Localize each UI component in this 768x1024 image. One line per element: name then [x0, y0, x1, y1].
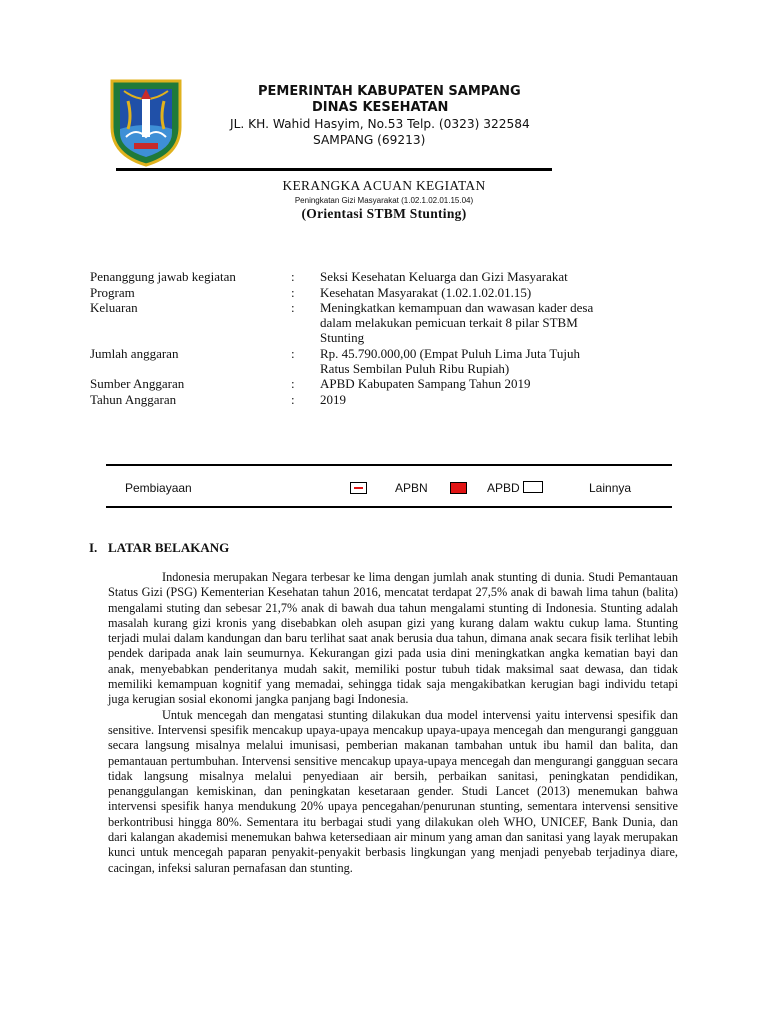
- info-value: Kesehatan Masyarakat (1.02.1.02.01.15): [320, 285, 532, 300]
- info-value: Seksi Kesehatan Keluarga dan Gizi Masyarakat: [320, 269, 568, 284]
- apbn-checkbox[interactable]: [350, 482, 367, 494]
- funding-label: Pembiayaan: [125, 481, 192, 495]
- info-colon: :: [291, 376, 295, 391]
- letterhead-department: DINAS KESEHATAN: [312, 100, 449, 115]
- letterhead-address: JL. KH. Wahid Hasyim, No.53 Telp. (0323) 322584: [230, 117, 530, 131]
- section-number: I.: [89, 540, 98, 555]
- info-colon: :: [291, 346, 295, 361]
- info-value: Rp. 45.790.000,00 (Empat Puluh Lima Juta Tujuh: [320, 346, 581, 361]
- regency-logo: [106, 77, 186, 167]
- activity-name: (Orientasi STBM Stunting): [301, 206, 467, 221]
- info-colon: :: [291, 392, 295, 407]
- funding-bottom-rule: [106, 506, 672, 508]
- info-label: Jumlah anggaran: [90, 346, 179, 361]
- section-heading: LATAR BELAKANG: [108, 540, 230, 555]
- info-value: Ratus Sembilan Puluh Ribu Rupiah): [320, 361, 510, 376]
- info-value: dalam melakukan pemicuan terkait 8 pilar STBM: [320, 315, 578, 330]
- funding-top-rule: [106, 464, 672, 466]
- lainnya-checkbox[interactable]: [523, 481, 543, 493]
- lainnya-label: Lainnya: [589, 481, 632, 495]
- letterhead-divider: [116, 168, 552, 171]
- letterhead-city: SAMPANG (69213): [313, 133, 426, 147]
- info-label: Penanggung jawab kegiatan: [90, 269, 236, 284]
- section-body: [108, 570, 678, 876]
- paragraph: Indonesia merupakan Negara terbesar ke lima dengan jumlah anak stunting di dunia. Studi Pemantauan Status Gizi (PSG) Kementerian Kesehatan tahun 2016, mencatat terdapat 27,5% anak di bawah lima tahun (balita) mengalami stuting dan sebesar 21,7% anak di bawah dua tahun mengalami stunting di Indonesia. Stunting adalah masalah kurang gizi kronis yang disebabkan oleh asupan gizi yang kurang dalam waktu cukup lama. Stunting terjadi mulai dalam kandungan dan baru terlihat saat anak berusia dua tahun, dimana anak secara fisik terlihat lebih pendek daripada anak lain seumurnya. Kekurangan gizi pada usia dini meningkatkan angka kematian bayi dan anak, menyebabkan penderitanya mudah sakit, memiliki postur tubuh tidak maksimal saat dewasa, dan tidak memiliki kemampuan kognitif yang memadai, sehingga tidak saja mengakibatkan kerugian bagi individu tetapi juga kerugian sosial ekonomi jangka panjang bagi Indonesia.: [108, 570, 678, 707]
- apbn-label: APBN: [395, 481, 428, 495]
- document-title: KERANGKA ACUAN KEGIATAN: [282, 178, 486, 193]
- info-label: Tahun Anggaran: [90, 392, 177, 407]
- info-value: APBD Kabupaten Sampang Tahun 2019: [320, 376, 531, 391]
- apbd-checkbox[interactable]: [450, 482, 467, 494]
- info-colon: :: [291, 300, 295, 315]
- letterhead-government: PEMERINTAH KABUPATEN SAMPANG: [258, 84, 521, 99]
- info-label: Program: [90, 285, 135, 300]
- info-colon: :: [291, 269, 295, 284]
- info-label: Sumber Anggaran: [90, 376, 185, 391]
- info-colon: :: [291, 285, 295, 300]
- info-value: Stunting: [320, 330, 365, 345]
- info-value: Meningkatkan kemampuan dan wawasan kader desa: [320, 300, 594, 315]
- apbd-label: APBD: [487, 481, 520, 495]
- paragraph: Untuk mencegah dan mengatasi stunting dilakukan dua model intervensi yaitu intervensi spesifik dan sensitive. Intervensi spesifik mencakup upaya-upaya mencakup upaya-upaya mencegah dan mengurangi gangguan secara langsung misalnya melalui imunisasi, pemberian makanan tambahan untuk ibu hamil dan balita, dan pemantauan pertumbuhan. Intervensi sensitive mencakup upaya-upaya mencegah dan mengurangi gangguan secara tidak langsung misalnya melalui penyediaan air bersih, perbaikan sanitasi, peningkatan pendidikan, penanggulangan kemiskinan, dan peningkatan kesetaraan gender. Studi Lancet (2013) menemukan bahwa intervensi spesifik hanya mendukung 20% upaya pencegahan/penurunan stunting, sementara intervensi sensitive berkontribusi hingga 80%. Sementara itu berbagai studi yang dilakukan oleh WHO, UNICEF, Bank Dunia, dan dari kalangan akademisi menemukan bahwa ketersediaan air minum yang aman dan sanitasi yang layak merupakan kunci untuk mencegah paparan penyakit-penyakit berbasis lingkungan yang menjadi penyebab terjadinya diare, cacingan, infeksi saluran pernafasan dan stunting.: [108, 707, 678, 875]
- activity-code: Peningkatan Gizi Masyarakat (1.02.1.02.01.15.04): [294, 196, 474, 205]
- checkbox-mark-icon: [354, 487, 363, 489]
- info-label: Keluaran: [90, 300, 138, 315]
- info-value: 2019: [320, 392, 346, 407]
